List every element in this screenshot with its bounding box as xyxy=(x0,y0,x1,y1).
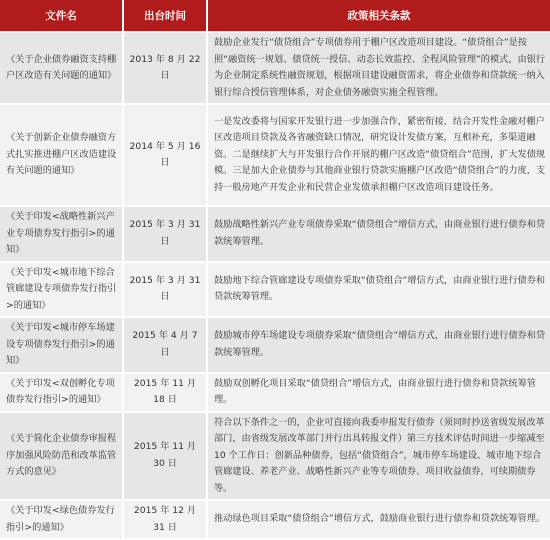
issue-date-cell: 2015 年 4 月 7 日 xyxy=(124,318,208,374)
issue-date-cell: 2015 年 3 月 31 日 xyxy=(124,263,208,319)
file-name-cell: 《关于印发<战略性新兴产业专项债券发行指引>的通知》 xyxy=(0,207,124,263)
table-row xyxy=(0,318,550,374)
policy-cell: 符合以下条件之一的，企业可直接向我委申报发行债券（须同时抄送省级发展改革部门，由省级发展改革部门并行出具转报文件）第三方技术评估时间进一步缩减至 10 个工作日：创新品种债券，包括“债贷组合”，城市停车场建设、城市地下综合管廊建设、养老产业、战略性新兴产业等专项债券、项目收益债券，可续期债券等。 xyxy=(208,413,550,502)
policy-cell: 鼓励双创孵化项目采取“债贷组合”增信方式，由商业银行进行债券和贷款统筹管理。 xyxy=(208,374,550,413)
file-name-cell: 《关于企业债券融资支持棚户区改造有关问题的通知》 xyxy=(0,33,124,105)
policy-cell: 鼓励企业发行“债贷组合”专项债券用于棚户区改造项目建设。“债贷组合”是按照“融资统一规划、债贷统一授信、动态长效监控、全程风险管理”的模式，由银行为企业制定系统性融资规划，根据项目建设融资需求，将企业债券和贷款统一纳入银行综合授信管理体系，对企业债务融资实施全程管理。 xyxy=(208,33,550,105)
issue-date-cell: 2015 年 11 月 18 日 xyxy=(124,374,208,413)
table-header-row xyxy=(0,0,550,33)
table-row xyxy=(0,207,550,263)
issue-date-cell: 2014 年 5 月 16 日 xyxy=(124,105,208,207)
policy-cell: 一是发改委将与国家开发银行进一步加强合作，紧密衔接，结合开发性金融对棚户区改造项目贷款及各省融资缺口情况，研究设计发债方案，互相补充，多渠道融资。二是继续扩大与开发银行合作开展的棚户区改造“债贷组合”范围，扩大发债规模。三是加大企业债券与其他商业银行贷款实施棚户区改造“债贷组合”的力度，支持一般房地产开发企业和民营企业发债承担棚户区改造项目建设任务。 xyxy=(208,105,550,207)
issue-date-cell: 2015 年 3 月 31 日 xyxy=(124,207,208,263)
header-policy-clauses: 政策相关条款 xyxy=(208,0,550,33)
file-name-cell: 《关于印发<城市停车场建设专项债券发行指引>的通知》 xyxy=(0,318,124,374)
header-issue-date: 出台时间 xyxy=(124,0,208,33)
file-name-cell: 《关于创新企业债券融资方式扎实推进棚户区改造建设有关问题的通知》 xyxy=(0,105,124,207)
table-row xyxy=(0,33,550,105)
file-name-cell: 《关于印发<城市地下综合管廊建设专项债券发行指引>的通知》 xyxy=(0,263,124,319)
table-row xyxy=(0,413,550,502)
table-row xyxy=(0,105,550,207)
table-row xyxy=(0,263,550,319)
file-name-cell: 《关于印发<双创孵化专项债券发行指引>的通知》 xyxy=(0,374,124,413)
file-name-cell: 《关于印发<绿色债券发行指引>的通知》 xyxy=(0,501,124,540)
policy-cell: 推动绿色项目采取“债贷组合”增信方式，鼓励商业银行进行债券和贷款统筹管理。 xyxy=(208,501,550,540)
table-row xyxy=(0,374,550,413)
file-name-cell: 《关于简化企业债券审报程序加强风险防范和改革监管方式的意见》 xyxy=(0,413,124,502)
policy-cell: 鼓励城市停车场建设专项债券采取“债贷组合”增信方式，由商业银行进行债券和贷款统筹管理。 xyxy=(208,318,550,374)
issue-date-cell: 2015 年 12 月 31 日 xyxy=(124,501,208,540)
policy-cell: 鼓励地下综合管廊建设专项债券采取“债贷组合”增信方式，由商业银行进行债券和贷款统筹管理。 xyxy=(208,263,550,319)
policy-cell: 鼓励战略性新兴产业专项债券采取“债贷组合”增信方式，由商业银行进行债券和贷款统筹管理。 xyxy=(208,207,550,263)
issue-date-cell: 2013 年 8 月 22 日 xyxy=(124,33,208,105)
issue-date-cell: 2015 年 11 月 30 日 xyxy=(124,413,208,502)
table-row xyxy=(0,501,550,540)
header-file-name: 文件名 xyxy=(0,0,124,33)
